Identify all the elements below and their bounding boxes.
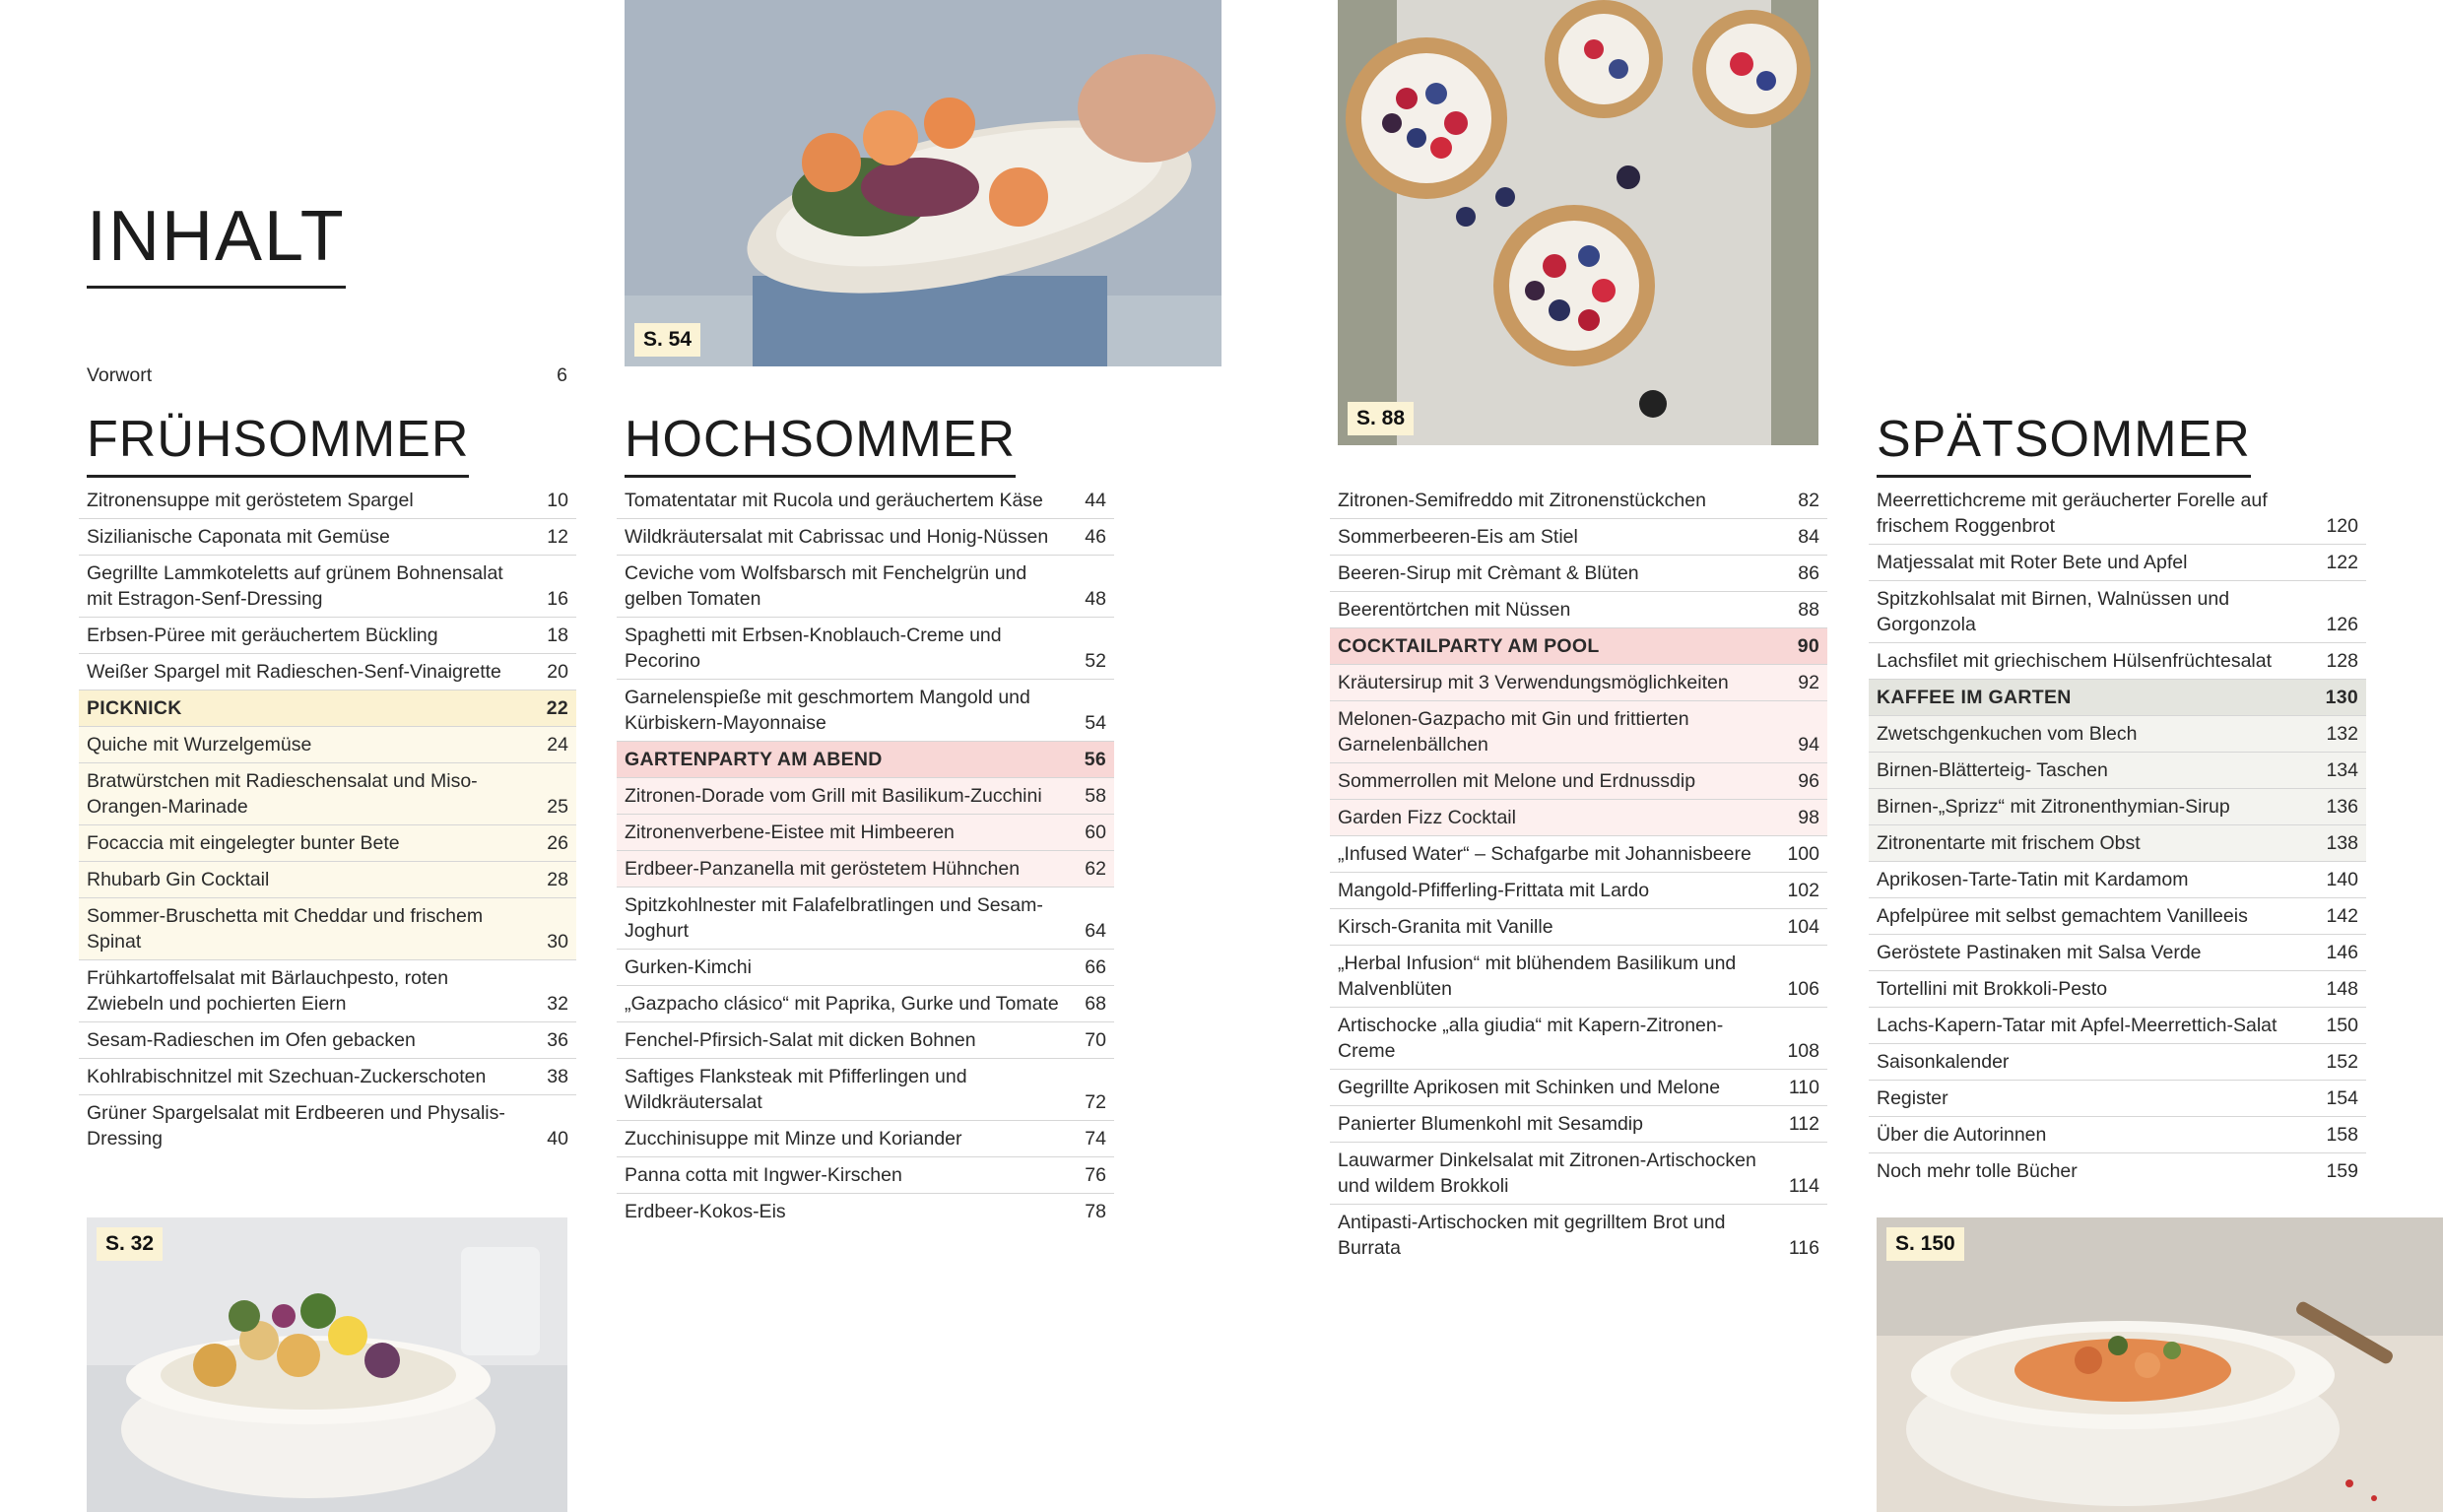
entry-title: Zitronenverbene-Eistee mit Himbeeren — [625, 822, 955, 843]
toc-entry[interactable] — [1330, 1204, 1827, 1266]
entry-page: 106 — [1787, 978, 1819, 1000]
entry-title: Wildkräutersalat mit Cabrissac und Honig-Nüssen — [625, 526, 1049, 548]
toc-column-spaetsommer — [1869, 483, 2366, 1189]
toc-entry[interactable] — [1869, 642, 2366, 679]
entry-title: Weißer Spargel mit Radieschen-Senf-Vinaigrette — [87, 661, 501, 683]
entry-title: Beeren-Sirup mit Crèmant & Blüten — [1338, 562, 1639, 584]
entry-title: Kräutersirup mit 3 Verwendungsmöglichkeiten — [1338, 672, 1729, 693]
toc-entry[interactable] — [79, 617, 576, 653]
entry-page: 6 — [557, 364, 567, 386]
entry-title: Erbsen-Püree mit geräuchertem Bückling — [87, 625, 438, 646]
toc-entry[interactable] — [1869, 897, 2366, 934]
toc-entry[interactable] — [1869, 970, 2366, 1007]
entry-title: KAFFEE IM GARTEN — [1877, 687, 2072, 708]
entry-title: Geröstete Pastinaken mit Salsa Verde — [1877, 942, 2202, 963]
entry-title: Zucchinisuppe mit Minze und Koriander — [625, 1128, 962, 1150]
entry-title: Lauwarmer Dinkelsalat mit Zitronen-Artischocken und wildem Brokkoli — [1338, 1150, 1756, 1197]
entry-title: Spitzkohlsalat mit Birnen, Walnüssen und Gorgonzola — [1877, 588, 2230, 635]
toc-entry[interactable] — [1330, 555, 1827, 591]
entry-title: Zwetschgenkuchen vom Blech — [1877, 723, 2138, 745]
entry-page: 114 — [1788, 1175, 1819, 1197]
entry-page: 94 — [1798, 734, 1819, 756]
entry-title: Lachsfilet mit griechischem Hülsenfrüchtesalat — [1877, 650, 2273, 672]
page-title: INHALT — [87, 201, 346, 289]
entry-page: 68 — [1085, 993, 1106, 1015]
toc-entry[interactable] — [1869, 1080, 2366, 1116]
entry-page: 90 — [1797, 635, 1819, 657]
toc-entry[interactable] — [79, 1094, 576, 1156]
toc-entry[interactable] — [617, 949, 1114, 985]
entry-page: 32 — [547, 993, 568, 1015]
section-heading-fruehsommer: FRÜHSOMMER — [87, 414, 469, 478]
toc-entry[interactable] — [1869, 544, 2366, 580]
entry-title: Sesam-Radieschen im Ofen gebacken — [87, 1029, 416, 1051]
entry-page: 104 — [1787, 916, 1819, 938]
entry-title: Sommerbeeren-Eis am Stiel — [1338, 526, 1578, 548]
entry-page: 140 — [2326, 869, 2358, 890]
entry-page: 54 — [1085, 712, 1106, 734]
toc-entry[interactable] — [1330, 1105, 1827, 1142]
entry-title: Spaghetti mit Erbsen-Knoblauch-Creme und Pecorino — [625, 625, 1002, 672]
entry-title: Rhubarb Gin Cocktail — [87, 869, 270, 890]
toc-entry[interactable] — [79, 897, 576, 959]
toc-entry[interactable] — [617, 1058, 1114, 1120]
toc-section-header[interactable] — [79, 690, 576, 726]
toc-entry[interactable] — [1869, 580, 2366, 642]
toc-entry[interactable] — [1330, 518, 1827, 555]
entry-page: 126 — [2326, 614, 2358, 635]
section-heading-hochsommer: HOCHSOMMER — [625, 414, 1016, 478]
entry-page: 12 — [547, 526, 568, 548]
toc-entry[interactable] — [617, 617, 1114, 679]
entry-page: 96 — [1798, 770, 1819, 792]
entry-page: 116 — [1788, 1237, 1819, 1259]
entry-title: Matjessalat mit Roter Bete und Apfel — [1877, 552, 2188, 573]
entry-page: 66 — [1085, 956, 1106, 978]
entry-page: 26 — [547, 832, 568, 854]
entry-page: 112 — [1788, 1113, 1819, 1135]
entry-title: Kirsch-Granita mit Vanille — [1338, 916, 1553, 938]
toc-column-hochsommer-continued — [1330, 483, 1827, 1266]
entry-page: 146 — [2326, 942, 2358, 963]
toc-entry[interactable] — [1330, 872, 1827, 908]
photo-potato-salad — [87, 1217, 567, 1512]
entry-page: 76 — [1085, 1164, 1106, 1186]
toc-entry[interactable] — [79, 762, 576, 824]
toc-entry[interactable] — [617, 518, 1114, 555]
entry-title: Garden Fizz Cocktail — [1338, 807, 1516, 828]
entry-page: 102 — [1787, 880, 1819, 901]
entry-page: 48 — [1085, 588, 1106, 610]
entry-title: PICKNICK — [87, 697, 182, 719]
entry-page: 36 — [547, 1029, 568, 1051]
entry-title: Gegrillte Aprikosen mit Schinken und Melone — [1338, 1077, 1721, 1098]
entry-page: 30 — [547, 931, 568, 953]
entry-page: 60 — [1085, 822, 1106, 843]
toc-entry[interactable] — [79, 1058, 576, 1094]
entry-title: Bratwürstchen mit Radieschensalat und Miso-Orangen-Marinade — [87, 770, 478, 818]
entry-page: 108 — [1787, 1040, 1819, 1062]
entry-title: Gurken-Kimchi — [625, 956, 752, 978]
toc-entry[interactable] — [1869, 483, 2366, 544]
entry-title: Zitronensuppe mit geröstetem Spargel — [87, 490, 414, 511]
entry-page: 18 — [547, 625, 568, 646]
photo-page-badge: S. 54 — [634, 323, 700, 357]
toc-entry[interactable] — [617, 1021, 1114, 1058]
toc-entry[interactable] — [79, 959, 576, 1021]
toc-column-fruehsommer — [79, 483, 576, 1156]
toc-entry[interactable] — [1330, 908, 1827, 945]
entry-title: Über die Autorinnen — [1877, 1124, 2047, 1146]
entry-page: 74 — [1085, 1128, 1106, 1150]
toc-entry[interactable] — [617, 1193, 1114, 1229]
entry-title: Beerentörtchen mit Nüssen — [1338, 599, 1571, 621]
entry-page: 159 — [2326, 1160, 2358, 1182]
entry-page: 64 — [1085, 920, 1106, 942]
entry-title: Sommerrollen mit Melone und Erdnussdip — [1338, 770, 1696, 792]
entry-page: 25 — [547, 796, 568, 818]
entry-page: 24 — [547, 734, 568, 756]
entry-page: 120 — [2326, 515, 2358, 537]
entry-page: 62 — [1085, 858, 1106, 880]
entry-page: 38 — [547, 1066, 568, 1087]
entry-title: Artischocke „alla giudia“ mit Kapern-Zitronen-Creme — [1338, 1015, 1724, 1062]
entry-title: Melonen-Gazpacho mit Gin und frittierten Garnelenbällchen — [1338, 708, 1689, 756]
entry-title: Panierter Blumenkohl mit Sesamdip — [1338, 1113, 1643, 1135]
toc-entry[interactable] — [617, 483, 1114, 518]
entry-title: Mangold-Pfifferling-Frittata mit Lardo — [1338, 880, 1650, 901]
photo-page-badge: S. 32 — [97, 1227, 163, 1261]
entry-title: Sizilianische Caponata mit Gemüse — [87, 526, 390, 548]
entry-page: 22 — [546, 697, 568, 719]
entry-page: 152 — [2326, 1051, 2358, 1073]
toc-entry[interactable] — [1869, 861, 2366, 897]
entry-page: 52 — [1085, 650, 1106, 672]
entry-page: 92 — [1798, 672, 1819, 693]
entry-title: Birnen-Blätterteig- Taschen — [1877, 759, 2108, 781]
entry-page: 148 — [2326, 978, 2358, 1000]
entry-title: Register — [1877, 1087, 1948, 1109]
entry-page: 130 — [2325, 687, 2358, 708]
toc-entry[interactable] — [1869, 1116, 2366, 1152]
entry-page: 10 — [547, 490, 568, 511]
entry-page: 128 — [2326, 650, 2358, 672]
toc-entry[interactable] — [1330, 483, 1827, 518]
entry-page: 70 — [1085, 1029, 1106, 1051]
toc-section-header[interactable] — [617, 741, 1114, 777]
toc-entry[interactable] — [79, 653, 576, 690]
toc-section-header[interactable] — [1330, 627, 1827, 664]
photo-shrimp-skewers — [625, 0, 1222, 366]
toc-entry[interactable] — [617, 814, 1114, 850]
entry-page: 158 — [2326, 1124, 2358, 1146]
toc-entry[interactable] — [617, 1156, 1114, 1193]
entry-page: 46 — [1085, 526, 1106, 548]
entry-title: Saftiges Flanksteak mit Pfifferlingen und Wildkräutersalat — [625, 1066, 967, 1113]
entry-title: Apfelpüree mit selbst gemachtem Vanilleeis — [1877, 905, 2248, 927]
entry-title: Panna cotta mit Ingwer-Kirschen — [625, 1164, 902, 1186]
toc-entry[interactable] — [1330, 1007, 1827, 1069]
toc-entry[interactable] — [79, 1021, 576, 1058]
entry-page: 138 — [2326, 832, 2358, 854]
entry-page: 100 — [1787, 843, 1819, 865]
entry-title: Kohlrabischnitzel mit Szechuan-Zuckerschoten — [87, 1066, 487, 1087]
photo-berry-tarts — [1338, 0, 1818, 445]
photo-page-badge: S. 150 — [1886, 1227, 1964, 1261]
toc-entry[interactable] — [79, 824, 576, 861]
entry-title: GARTENPARTY AM ABEND — [625, 749, 883, 770]
entry-title: Quiche mit Wurzelgemüse — [87, 734, 312, 756]
toc-entry[interactable] — [79, 555, 576, 617]
toc-entry[interactable] — [1330, 664, 1827, 700]
entry-page: 78 — [1085, 1201, 1106, 1222]
toc-entry[interactable] — [1330, 945, 1827, 1007]
section-heading-spaetsommer: SPÄTSOMMER — [1877, 414, 2251, 478]
entry-page: 28 — [547, 869, 568, 890]
entry-title: Erdbeer-Panzanella mit geröstetem Hühnchen — [625, 858, 1021, 880]
toc-entry[interactable] — [617, 679, 1114, 741]
entry-page: 110 — [1788, 1077, 1819, 1098]
entry-title: Meerrettichcreme mit geräucherter Forelle auf frischem Roggenbrot — [1877, 490, 2268, 537]
toc-entry[interactable] — [1869, 1007, 2366, 1043]
toc-entry[interactable] — [1869, 788, 2366, 824]
toc-entry[interactable] — [617, 985, 1114, 1021]
entry-page: 44 — [1085, 490, 1106, 511]
toc-entry[interactable] — [1869, 824, 2366, 861]
entry-title: Saisonkalender — [1877, 1051, 2010, 1073]
entry-title: „Infused Water“ – Schafgarbe mit Johannisbeere — [1338, 843, 1751, 865]
toc-entry[interactable] — [1330, 1142, 1827, 1204]
entry-title: Aprikosen-Tarte-Tatin mit Kardamom — [1877, 869, 2189, 890]
toc-entry[interactable] — [617, 887, 1114, 949]
toc-entry[interactable] — [1869, 1152, 2366, 1189]
photo-salmon-tartare — [1877, 1217, 2443, 1512]
toc-entry[interactable] — [1869, 1043, 2366, 1080]
toc-entry[interactable] — [79, 726, 576, 762]
entry-title: Lachs-Kapern-Tatar mit Apfel-Meerrettich-Salat — [1877, 1015, 2278, 1036]
entry-title: Gegrillte Lammkoteletts auf grünem Bohnensalat mit Estragon-Senf-Dressing — [87, 562, 503, 610]
entry-title: Frühkartoffelsalat mit Bärlauchpesto, roten Zwiebeln und pochierten Eiern — [87, 967, 449, 1015]
toc-entry[interactable] — [79, 518, 576, 555]
entry-page: 58 — [1085, 785, 1106, 807]
photo-page-badge: S. 88 — [1348, 402, 1414, 435]
entry-title: „Gazpacho clásico“ mit Paprika, Gurke und Tomate — [625, 993, 1059, 1015]
entry-title: Vorwort — [87, 364, 153, 386]
entry-page: 142 — [2326, 905, 2358, 927]
toc-entry[interactable] — [1869, 752, 2366, 788]
toc-entry[interactable] — [1869, 715, 2366, 752]
toc-section-header[interactable] — [1869, 679, 2366, 715]
entry-title: Fenchel-Pfirsich-Salat mit dicken Bohnen — [625, 1029, 976, 1051]
toc-entry[interactable] — [1869, 934, 2366, 970]
toc-entry[interactable] — [617, 777, 1114, 814]
entry-title: Antipasti-Artischocken mit gegrilltem Brot und Burrata — [1338, 1212, 1726, 1259]
entry-title: Noch mehr tolle Bücher — [1877, 1160, 2078, 1182]
entry-page: 134 — [2326, 759, 2358, 781]
toc-entry[interactable] — [1330, 700, 1827, 762]
toc-entry[interactable] — [617, 1120, 1114, 1156]
entry-page: 84 — [1798, 526, 1819, 548]
entry-title: Zitronen-Dorade vom Grill mit Basilikum-Zucchini — [625, 785, 1042, 807]
entry-title: „Herbal Infusion“ mit blühendem Basilikum und Malvenblüten — [1338, 953, 1737, 1000]
entry-page: 88 — [1798, 599, 1819, 621]
entry-title: Garnelenspieße mit geschmortem Mangold und Kürbiskern-Mayonnaise — [625, 687, 1030, 734]
entry-page: 82 — [1798, 490, 1819, 511]
toc-entry[interactable] — [1330, 799, 1827, 835]
entry-title: Sommer-Bruschetta mit Cheddar und frischem Spinat — [87, 905, 484, 953]
toc-entry[interactable] — [617, 850, 1114, 887]
entry-page: 150 — [2326, 1015, 2358, 1036]
entry-title: Erdbeer-Kokos-Eis — [625, 1201, 786, 1222]
entry-title: Focaccia mit eingelegter bunter Bete — [87, 832, 400, 854]
entry-page: 98 — [1798, 807, 1819, 828]
entry-page: 136 — [2326, 796, 2358, 818]
entry-title: Zitronentarte mit frischem Obst — [1877, 832, 2141, 854]
entry-title: Tomatentatar mit Rucola und geräuchertem Käse — [625, 490, 1043, 511]
toc-entry[interactable] — [617, 555, 1114, 617]
entry-page: 86 — [1798, 562, 1819, 584]
entry-title: Birnen-„Sprizz“ mit Zitronenthymian-Sirup — [1877, 796, 2230, 818]
entry-page: 56 — [1084, 749, 1106, 770]
entry-title: Ceviche vom Wolfsbarsch mit Fenchelgrün und gelben Tomaten — [625, 562, 1027, 610]
entry-title: COCKTAILPARTY AM POOL — [1338, 635, 1600, 657]
toc-entry-vorwort[interactable] — [87, 362, 567, 388]
entry-page: 16 — [547, 588, 568, 610]
entry-page: 40 — [547, 1128, 568, 1150]
entry-title: Tortellini mit Brokkoli-Pesto — [1877, 978, 2108, 1000]
toc-entry[interactable] — [1330, 762, 1827, 799]
entry-title: Zitronen-Semifreddo mit Zitronenstückchen — [1338, 490, 1706, 511]
entry-page: 72 — [1085, 1091, 1106, 1113]
entry-page: 122 — [2326, 552, 2358, 573]
toc-entry[interactable] — [1330, 835, 1827, 872]
entry-title: Grüner Spargelsalat mit Erdbeeren und Physalis-Dressing — [87, 1102, 505, 1150]
toc-entry[interactable] — [79, 861, 576, 897]
toc-entry[interactable] — [1330, 591, 1827, 627]
toc-entry[interactable] — [79, 483, 576, 518]
toc-entry[interactable] — [1330, 1069, 1827, 1105]
entry-page: 154 — [2326, 1087, 2358, 1109]
toc-column-hochsommer — [617, 483, 1114, 1229]
entry-page: 20 — [547, 661, 568, 683]
entry-page: 132 — [2326, 723, 2358, 745]
entry-title: Spitzkohlnester mit Falafelbratlingen und Sesam-Joghurt — [625, 894, 1043, 942]
